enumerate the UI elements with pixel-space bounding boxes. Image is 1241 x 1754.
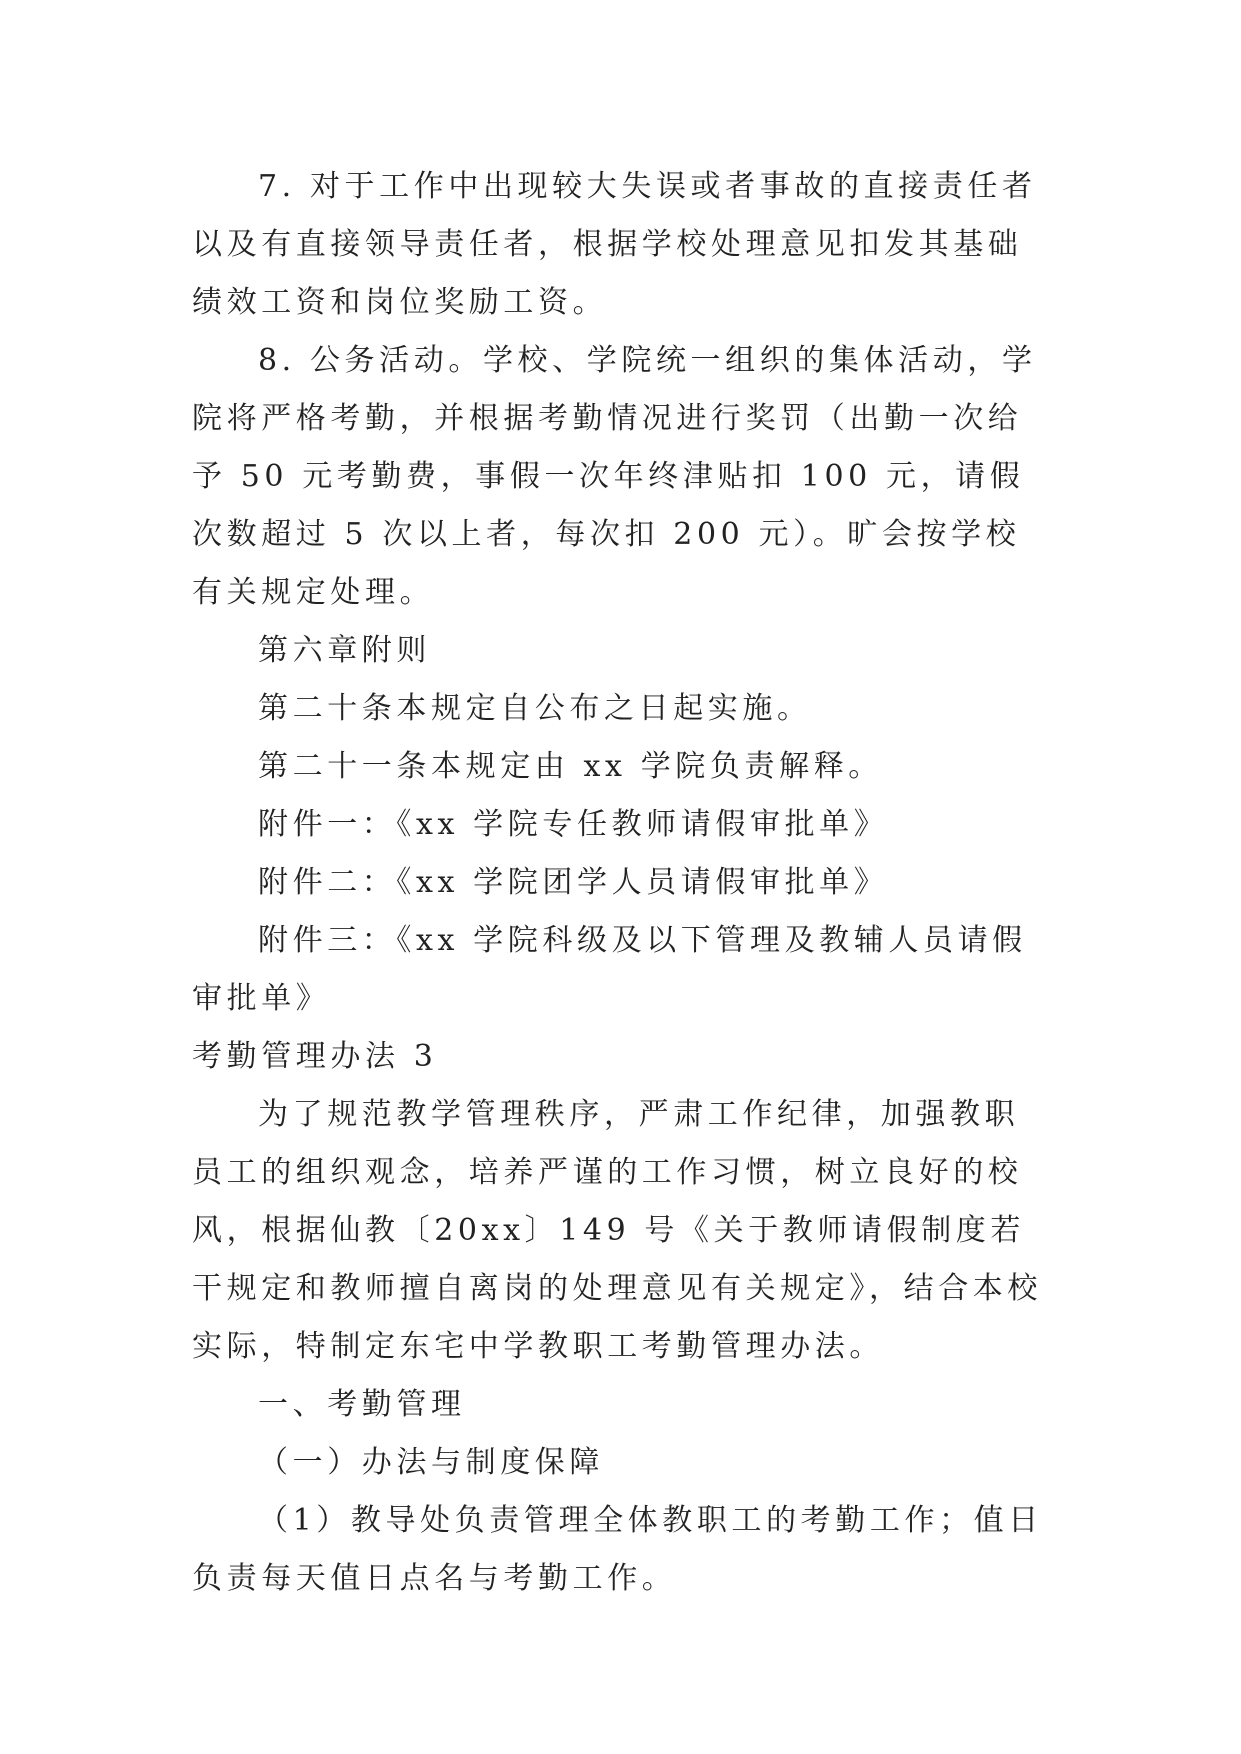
- paragraph-item-8: 8. 公务活动。学校、学院统一组织的集体活动，学院将严格考勤，并根据考勤情况进行奖罚（出勤一次给予 50 元考勤费，事假一次年终津贴扣 100 元，请假次数超过 5 次以上者，每次扣 200 元）。旷会按学校有关规定处理。: [192, 343, 1037, 610]
- intro-paragraph: 为了规范教学管理秩序，严肃工作纪律，加强教职员工的组织观念，培养严谨的工作习惯，树立良好的校风，根据仙教〔20xx〕149 号《关于教师请假制度若干规定和教师擅自离岗的处理意见有关规定》，结合本校实际，特制定东宅中学教职工考勤管理办法。: [192, 1097, 1042, 1364]
- document-body: [192, 158, 1052, 1608]
- subsection-heading: （一）办法与制度保障: [258, 1445, 604, 1480]
- section-title: 考勤管理办法 3: [192, 1039, 438, 1074]
- paragraph-item-7: 7. 对于工作中出现较大失误或者事故的直接责任者以及有直接领导责任者，根据学校处理意见扣发其基础绩效工资和岗位奖励工资。: [192, 169, 1037, 320]
- attachment-3: 附件三：《xx 学院科级及以下管理及教辅人员请假审批单》: [192, 923, 1027, 1016]
- article-20: 第二十条本规定自公布之日起实施。: [258, 691, 812, 726]
- rule-item-1: （1）教导处负责管理全体教职工的考勤工作；值日负责每天值日点名与考勤工作。: [192, 1503, 1043, 1596]
- attachment-1: 附件一：《xx 学院专任教师请假审批单》: [258, 807, 889, 842]
- chapter-heading: 第六章附则: [258, 633, 431, 668]
- attachment-2: 附件二：《xx 学院团学人员请假审批单》: [258, 865, 889, 900]
- section-heading-attendance: 一、考勤管理: [258, 1387, 466, 1422]
- article-21: 第二十一条本规定由 xx 学院负责解释。: [258, 749, 883, 784]
